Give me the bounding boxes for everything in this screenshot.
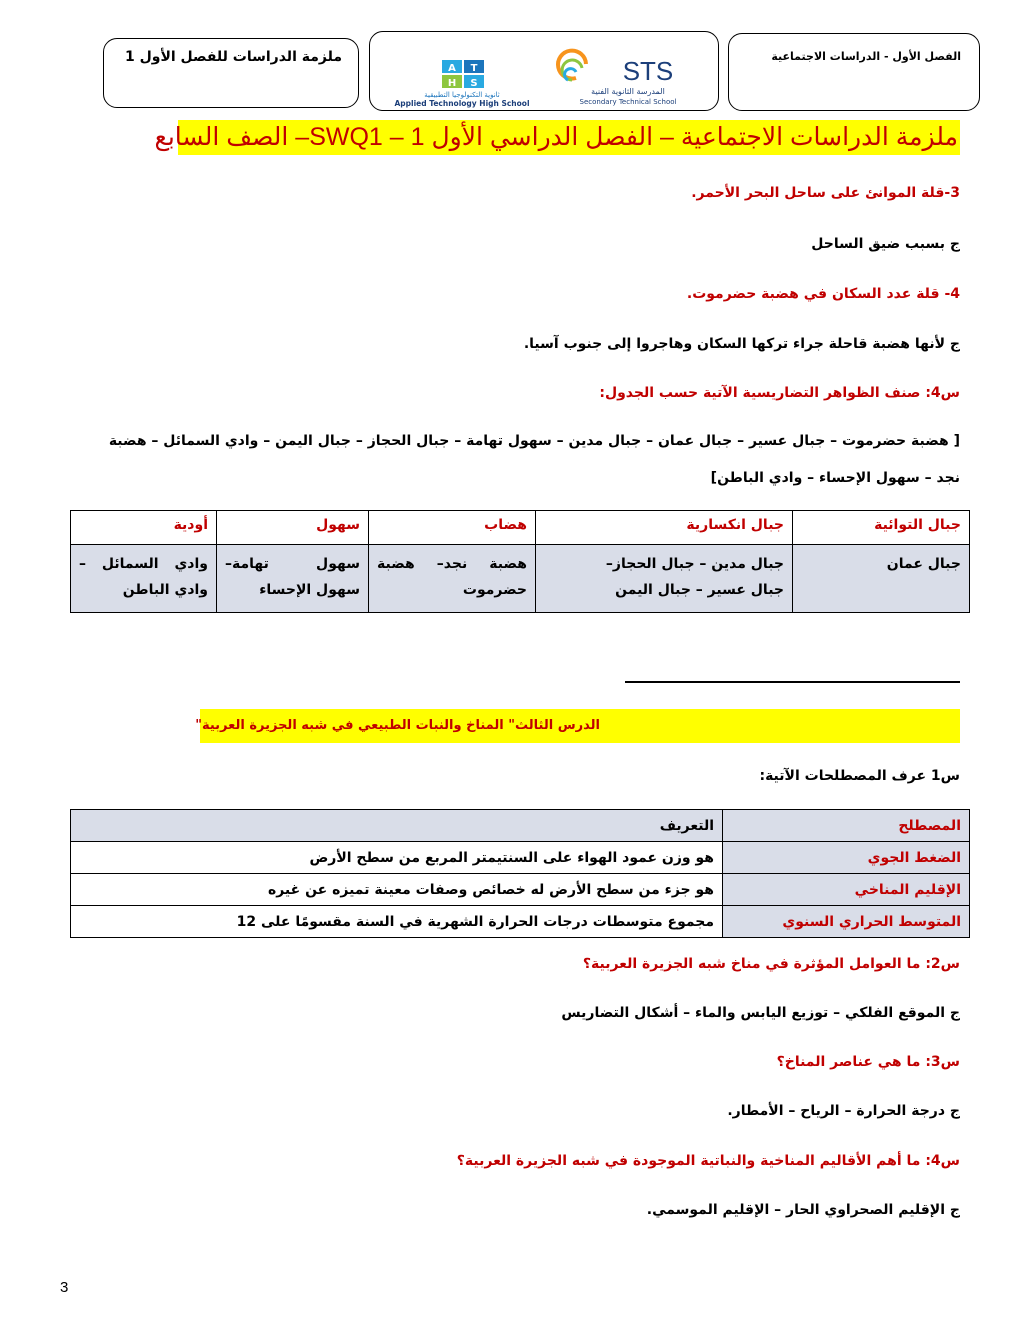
cell-plains-line-1: سهول تهامة– [225,556,360,572]
sts-name: STS [622,56,674,86]
climate-elements-question: س3: ما هي عناصر المناخ؟ [776,1054,960,1070]
header-plateaus: هضاب [369,511,536,545]
cell-fault-line-2: جبال عسير – جبال اليمن [615,582,784,598]
ats-english-name: Applied Technology High School [394,99,530,108]
terrain-list-line-1: [ هضبة حضرموت – جبال عسير – جبال عمان – جبال مدين – سهول تهامة – جبال الحجاز – جبال اليمن – وادي السمائل – هضبة [108,433,960,449]
definition-cell: مجموع متوسطات درجات الحرارة الشهرية في السنة مقسومًا على 12 [71,906,723,938]
document-title: ملزمة الدراسات الاجتماعية – الفصل الدراسي الأول 1 – SWQ1– الصف السابع [178,120,960,155]
sts-logo [548,50,708,108]
term-cell: المتوسط الحراري السنوي [723,906,970,938]
page-number: 3 [60,1279,69,1296]
sts-arabic-name: المدرسة الثانوية الفنية [591,87,665,96]
table-row [71,874,970,906]
answer-4: ج لأنها هضبة قاحلة جراء تركها السكان وهاجروا إلى جنوب آسيا. [523,336,960,352]
header-logos-box [369,31,719,111]
ats-logo [382,50,532,108]
terms-table [70,809,970,938]
header-definition: التعريف [71,810,723,842]
cell-folded-line-1: جبال عمان [886,556,961,572]
definition-cell: هو جزء من سطح الأرض له خصائص وصفات معينة تميزه عن غيره [71,874,723,906]
cell-valleys-line-2: وادي الباطن [122,582,208,598]
ats-letter-h: H [447,78,457,89]
ats-arabic-name: ثانوية التكنولوجيا التطبيقية [424,91,500,99]
answer-3: ج بسبب ضيق الساحل [811,236,960,252]
cell-valleys-line-1: وادي السمائل – [79,556,208,572]
ats-letter-s: S [470,78,478,89]
define-terms-question: س1 عرف المصطلحات الآتية: [759,768,960,784]
header-left-box [103,38,359,108]
table-row [71,906,970,938]
table-row [71,842,970,874]
classify-question: س4: صنف الظواهر التضاريسية الآتية حسب الجدول: [599,385,960,401]
separator-line [625,681,960,683]
cell-plateaus [369,545,536,613]
question-4: 4- قلة عدد السكان في هضبة حضرموت. [686,286,960,302]
lesson-title: الدرس الثالث" المناخ والنبات الطبيعي في شبه الجزيرة العربية" [200,709,960,743]
terrain-list-line-2: نجد – سهول الإحساء – وادي الباطن] [710,470,960,486]
cell-folded-mountains [793,545,970,613]
cell-valleys [71,545,217,613]
header-folded-mountains: جبال التوائية [793,511,970,545]
ats-letter-a: A [448,63,456,74]
classification-body-row [71,545,970,613]
ats-letter-t: T [470,63,478,74]
header-plains: سهول [217,511,369,545]
classification-header-row [71,511,970,545]
climate-elements-answer: ج درجة الحرارة – الرياح – الأمطار. [727,1103,960,1119]
cell-plateaus-line-1: هضبة نجد– هضبة [377,556,527,572]
climate-regions-question: س4: ما أهم الأقاليم المناخية والنباتية الموجودة في شبه الجزيرة العربية؟ [456,1153,960,1169]
term-cell: الإقليم المناخي [723,874,970,906]
classification-table [70,510,970,613]
cell-plateaus-line-2: حضرموت [462,582,527,598]
term-cell: الضغط الجوي [723,842,970,874]
header-valleys: أودية [71,511,217,545]
cell-plains [217,545,369,613]
header-right-box [728,33,980,111]
header-right-text: الفصل الأول - الدراسات الاجتماعية [771,50,961,63]
header-term: المصطلح [723,810,970,842]
header-fault-mountains: جبال انكسارية [536,511,793,545]
terms-header-row [71,810,970,842]
cell-fault-mountains [536,545,793,613]
definition-cell: هو وزن عمود الهواء على السنتيمتر المربع من سطح الأرض [71,842,723,874]
climate-factors-question: س2: ما العوامل المؤثرة في مناخ شبه الجزيرة العربية؟ [582,956,960,972]
climate-regions-answer: ج الإقليم الصحراوي الحار – الإقليم الموسمي. [646,1202,960,1218]
cell-fault-line-1: جبال مدين – جبال الحجاز– [605,556,784,572]
question-3: 3-قلة الموانئ على ساحل البحر الأحمر. [691,185,960,201]
climate-factors-answer: ج الموقع الفلكي – توزيع اليابس والماء – أشكال التضاريس [561,1005,960,1021]
cell-plains-line-2: سهول الإحساء [259,582,360,598]
header-left-text: ملزمة الدراسات للفصل الأول 1 [124,49,342,65]
sts-english-name: Secondary Technical School [579,98,677,106]
